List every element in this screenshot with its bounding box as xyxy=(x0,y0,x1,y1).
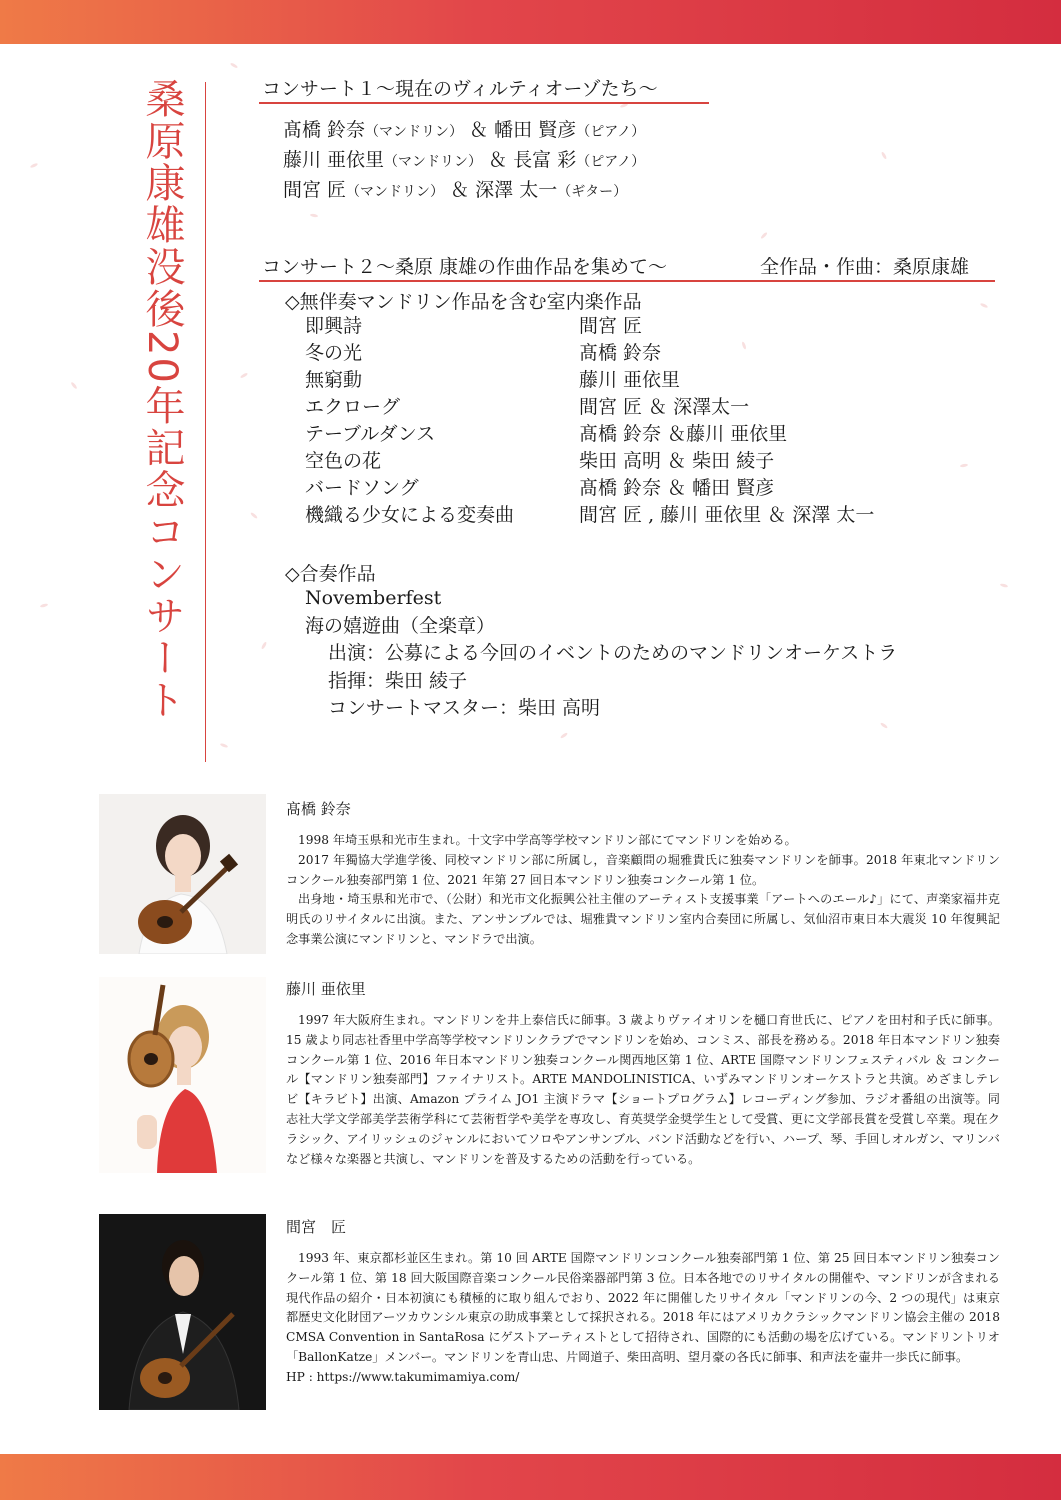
page-title: 桑原康雄没後20年記念コンサート xyxy=(139,78,185,721)
title-divider xyxy=(205,82,206,762)
ensemble-credit: 出演：公募による今回のイベントのためのマンドリンオーケストラ xyxy=(328,642,898,664)
composer-note: 全作品・作曲：桑原康雄 xyxy=(760,256,970,278)
performer-pair: 間宮 匠（マンドリン） ＆ 深澤 太一（ギター） xyxy=(283,179,628,201)
concert2-rule xyxy=(259,280,995,282)
performer-pair: 髙橋 鈴奈（マンドリン） ＆ 幡田 賢彦（ピアノ） xyxy=(283,119,646,141)
work-row: 即興詩 間宮 匠 xyxy=(305,315,643,337)
ensemble-work: Novemberfest xyxy=(305,587,442,609)
ensemble-work: 海の嬉遊曲（全楽章） xyxy=(305,614,496,637)
work-row: 冬の光 髙橋 鈴奈 xyxy=(305,342,662,364)
homepage-link[interactable]: HP : https://www.takumimamiya.com/ xyxy=(286,1369,520,1384)
performer-pair: 藤川 亜依里（マンドリン） ＆ 長富 彩（ピアノ） xyxy=(283,149,646,171)
bio-text: 1997 年大阪府生まれ。マンドリンを井上泰信氏に師事。3 歳よりヴァイオリンを樋口育世氏に、ピアノを田村和子氏に師事。15 歳より同志社香里中学高等学校マンドリンクラブでマンドリンを始め、コンミス、部長を務める。2018 年日本マンドリン独奏コンクール第 1 位、2016 年日本マンドリン独奏コンクール関西地区第 1 位、ARTE 国際マンドリンフェスティバル ＆ コンクール【マンドリン独奏部門】ファイナリスト。ARTE MANDOLINISTICA、いずみマンドリンオーケストラと共演。めざましテレビ【キラビト】出演、Amazon プライム JO1 主演ドラマ【ショートプログラム】レコーディング参加、ラジオ番組の出演等。同志社大学文学部美学芸術学科にて芸術哲学や美学を専攻し、育英奨学金奨学生として受賞、更に文学部長賞を受賞し卒業。現在クラシック、アイリッシュのジャンルにおいてソロやアンサンブル、バンド活動などを行い、ハープ、琴、手回しオルガン、マリンバなど様々な楽器と共演し、マンドリンを普及するための活動を行っている。 xyxy=(286,1013,1000,1166)
photo-mamiya xyxy=(99,1214,266,1410)
photo-takahashi xyxy=(99,794,266,954)
bio-takahashi xyxy=(286,798,1000,950)
bio-name: 間宮 匠 xyxy=(286,1218,347,1236)
chamber-works-list xyxy=(305,313,874,529)
work-row: エクローグ 間宮 匠 ＆ 深澤太一 xyxy=(305,396,750,418)
bottom-band xyxy=(0,1454,1061,1500)
ensemble-heading: ◇合奏作品 xyxy=(285,563,376,585)
bio-text: 1998 年埼玉県和光市生まれ。十文字中学高等学校マンドリン部にてマンドリンを始める。 2017 年獨協大学進学後、同校マンドリン部に所属し，音楽顧問の堀雅貴氏に独奏マンドリンを師事。2018 年東北マンドリンコンクール独奏部門第 1 位、2021 年第 27 回日本マンドリン独奏コンクール第 1 位。 出身地・埼玉県和光市で、（公財）和光市文化振興公社主催のアーティスト支援事業「アートへのエール♪」にて、声楽家福井克明氏のリサイタルに出演。また、アンサンブルでは、堀雅貴マンドリン室内合奏団に所属し、気仙沼市東日本大震災 10 年復興記念事業公演にマンドリンと、マンドラで出演。 xyxy=(286,833,1000,946)
bio-name: 髙橋 鈴奈 xyxy=(286,800,351,818)
work-row: テーブルダンス 髙橋 鈴奈 ＆藤川 亜依里 xyxy=(305,423,788,445)
chamber-heading: ◇無伴奏マンドリン作品を含む室内楽作品 xyxy=(285,291,642,313)
ensemble-credit: コンサートマスター：柴田 高明 xyxy=(328,697,601,719)
concert2-heading: コンサート２～桑原 康雄の作曲作品を集めて～ xyxy=(262,256,668,278)
bio-text: 1993 年、東京都杉並区生まれ。第 10 回 ARTE 国際マンドリンコンクール独奏部門第 1 位、第 25 回日本マンドリン独奏コンクール第 1 位、第 18 回大阪国際音楽コンクール民俗楽器部門第 3 位。日本各地でのリサイタルの開催や、マンドリンが含まれる現代作品の紹介・日本初演にも積極的に取り組んでおり、2022 年に開催したリサイタル「マンドリンの今、2 つの現代」は東京都歴史文化財団アーツカウンシル東京の助成事業として採択される。2018 年にはアメリカクラシックマンドリン協会主催の 2018 CMSA Convention in SantaRosa にゲストアーティストとして招待され、国際的にも活動の場を広げている。マンドリントリオ「BallonKatze」メンバー。マンドリンを青山忠、片岡道子、柴田高明、望月豪の各氏に師事、和声法を壷井一歩氏に師事。 HP : https://www.takumimamiya.com/ xyxy=(286,1249,1000,1388)
concert1-performers xyxy=(283,116,645,206)
work-row: 空色の花 柴田 高明 ＆ 柴田 綾子 xyxy=(305,450,775,472)
work-row: 無窮動 藤川 亜依里 xyxy=(305,369,681,391)
photo-fujikawa xyxy=(99,977,266,1173)
work-row: 機織る少女による変奏曲 間宮 匠 , 藤川 亜依里 ＆ 深澤 太一 xyxy=(305,504,875,526)
ensemble-works-list xyxy=(305,585,897,723)
top-band xyxy=(0,0,1061,44)
ensemble-credit: 指揮：柴田 綾子 xyxy=(328,669,468,692)
bio-name: 藤川 亜依里 xyxy=(286,980,366,998)
concert1-heading: コンサート１～現在のヴィルティオーゾたち～ xyxy=(262,78,658,100)
concert1-rule xyxy=(259,102,709,104)
bio-fujikawa xyxy=(286,978,1000,1169)
bio-mamiya xyxy=(286,1216,1000,1388)
work-row: バードソング 髙橋 鈴奈 ＆ 幡田 賢彦 xyxy=(305,477,775,499)
